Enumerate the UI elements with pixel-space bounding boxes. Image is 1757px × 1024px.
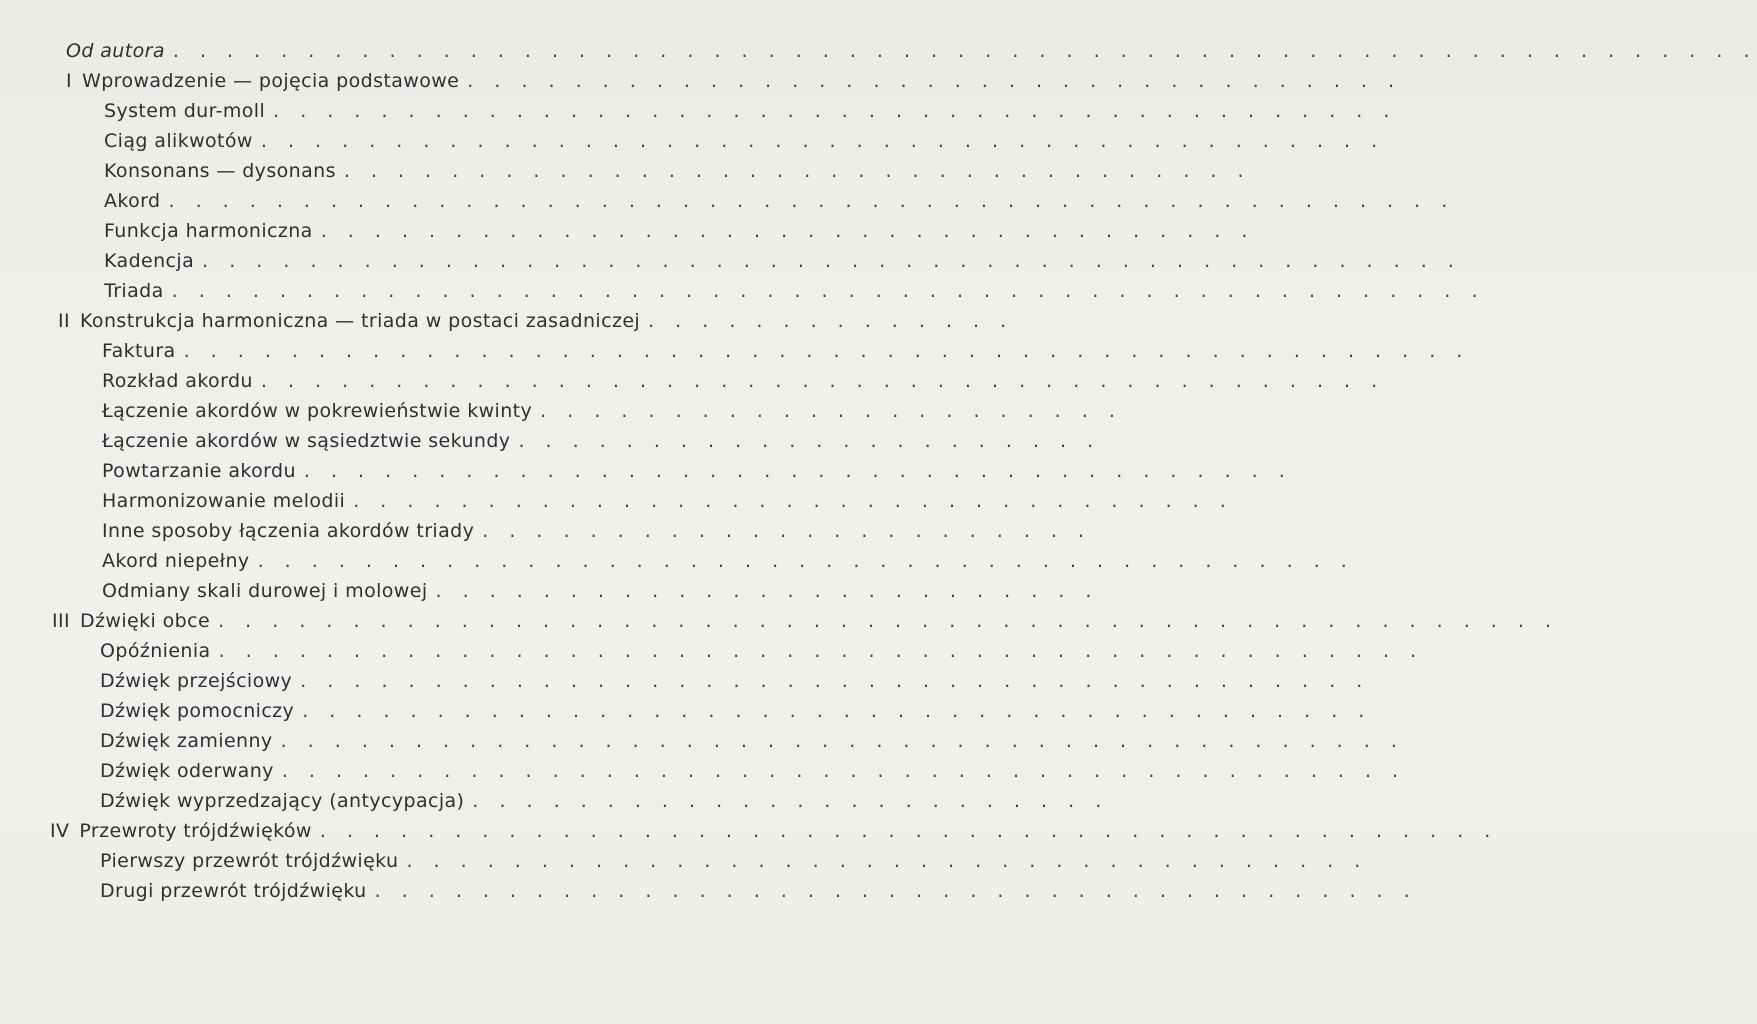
toc-entry-title: Faktura (102, 340, 176, 362)
toc-entry (0, 100, 1397, 130)
dot-leader: . . . . . . . . . . . . . . . . . . . . . . . . . . . . . . . . . . . . . . . . (300, 670, 1370, 692)
toc-entry-title: Łączenie akordów w sąsiedztwie sekundy (102, 430, 511, 452)
toc-entry (0, 880, 1418, 910)
toc-entry (0, 220, 1255, 250)
toc-entry (0, 520, 1092, 550)
dot-leader: . . . . . . . . . . . . . . (648, 310, 1014, 332)
dot-leader: . . . . . . . . . . . . . . . . . . . . . . . . . (435, 580, 1099, 602)
dot-leader: . . . . . . . . . . . . . . . . . . . . . . . . . . . . . . . . . . . . . (303, 460, 1293, 482)
dot-leader: . . . . . . . . . . . . . . . . . . . . . . . . . . . . . . . . . . . . . . . . . . (281, 760, 1406, 782)
toc-chapter (0, 310, 1014, 340)
toc-entry-title: Odmiany skali durowej i molowej (102, 580, 428, 602)
chapter-number: III (52, 610, 71, 632)
toc-entry (0, 370, 1385, 400)
toc-entry-title: Dźwięk oderwany (100, 760, 274, 782)
dot-leader: . . . . . . . . . . . . . . . . . . . . . . . . . . . . . . . . . . . . (406, 850, 1368, 872)
toc-entry-title: Harmonizowanie melodii (102, 490, 346, 512)
toc-entry-title: System dur-moll (104, 100, 266, 122)
toc-entry-title: Konstrukcja harmoniczna — triada w postaci zasadniczej (80, 310, 641, 332)
toc-entry-title: Łączenie akordów w pokrewieństwie kwinty (102, 400, 533, 422)
toc-entry (0, 160, 1252, 190)
toc-entry-title: Dźwięki obce (80, 610, 211, 632)
toc-entry (0, 580, 1099, 610)
toc-entry-title: Kadencja (104, 250, 195, 272)
dot-leader: . . . . . . . . . . . . . . . . . . . . . . . . . . . . . . . . . . . (467, 70, 1402, 92)
toc-entry (0, 730, 1405, 760)
toc-entry (0, 340, 1470, 370)
toc-entry-title: Wprowadzenie — pojęcia podstawowe (82, 70, 460, 92)
toc-entry (0, 670, 1370, 700)
dot-leader: . . . . . . . . . . . . . . . . . . . . . . . . . . . . . . . . . . . . . . . . (302, 700, 1372, 722)
dot-leader: . . . . . . . . . . . . . . . . . . . . . . . (482, 520, 1092, 542)
toc-entry-title: Dźwięk pomocniczy (100, 700, 295, 722)
toc-entry (0, 640, 1424, 670)
toc-entry-title: Funkcja harmoniczna (104, 220, 313, 242)
dot-leader: . . . . . . . . . . . . . . . . . . . . . . . . . . . . . . . . . . . . . . . . . . . . . . . . . . . . . . . . . . . (172, 40, 1757, 62)
dot-leader: . . . . . . . . . . . . . . . . . . . . . . . . . . . . . . . . . . . . . . . . . . (280, 730, 1405, 752)
toc-entry-title: Przewroty trójdźwięków (79, 820, 312, 842)
dot-leader: . . . . . . . . . . . . . . . . . . . . . . . . . . . . . . . . . . . . . . . . . . . . . . . . (183, 340, 1470, 362)
dot-leader: . . . . . . . . . . . . . . . . . . . . . . . . . . . . . . . . . . . . . . . . . . (260, 130, 1385, 152)
chapter-number: II (58, 310, 71, 332)
toc-entry (0, 130, 1385, 160)
toc-entry (0, 550, 1355, 580)
toc-entry (0, 700, 1372, 730)
toc-entry-title: Pierwszy przewrót trójdźwięku (100, 850, 399, 872)
dot-leader: . . . . . . . . . . . . . . . . . . . . . . . . . . . . . . . . . . . . . . . . . . . . . . . . . (171, 280, 1485, 302)
toc-entry (0, 760, 1406, 790)
toc-entry (0, 40, 1757, 70)
toc-chapter (0, 70, 1402, 100)
toc-entry-title: Inne sposoby łączenia akordów triady (102, 520, 475, 542)
toc-entry-title: Drugi przewrót trójdźwięku (100, 880, 367, 902)
toc-entry-title: Opóźnienia (100, 640, 211, 662)
toc-entry (0, 460, 1293, 490)
dot-leader: . . . . . . . . . . . . . . . . . . . . . . (518, 430, 1101, 452)
toc-entry (0, 790, 1109, 820)
dot-leader: . . . . . . . . . . . . . . . . . . . . . . . . . . . . . . . . . . . . . . . . . (257, 550, 1355, 572)
dot-leader: . . . . . . . . . . . . . . . . . . . . . . . . . . . . . . . . . . . . . . . . . . (260, 370, 1385, 392)
toc-entry-title: Rozkład akordu (102, 370, 253, 392)
toc-entry-title: Dźwięk zamienny (100, 730, 273, 752)
toc-entry (0, 850, 1368, 880)
toc-entry-title: Akord (104, 190, 161, 212)
chapter-number: IV (50, 820, 70, 842)
toc-entry-title: Powtarzanie akordu (102, 460, 296, 482)
toc-entry-title: Triada (104, 280, 164, 302)
toc-entry (0, 280, 1485, 310)
toc-entry (0, 400, 1123, 430)
toc-entry-title: Dźwięk wyprzedzający (antycypacja) (100, 790, 465, 812)
toc-entry (0, 490, 1234, 520)
dot-leader: . . . . . . . . . . . . . . . . . . . . . . (540, 400, 1123, 422)
toc-entry (0, 430, 1101, 460)
dot-leader: . . . . . . . . . . . . . . . . . . . . . . . . . . . . . . . . . . . . . . . . . . . . . . . . (168, 190, 1455, 212)
toc-entry-title: Dźwięk przejściowy (100, 670, 293, 692)
toc-entry-title: Konsonans — dysonans (104, 160, 336, 182)
toc-entry-title: Akord niepełny (102, 550, 250, 572)
dot-leader: . . . . . . . . . . . . . . . . . . . . . . . . . . . . . . . . . . . . . . . . . . . . (319, 820, 1498, 842)
toc-chapter (0, 820, 1498, 850)
dot-leader: . . . . . . . . . . . . . . . . . . . . . . . . . . . . . . . . . . . (320, 220, 1255, 242)
toc-entry-title: Ciąg alikwotów (104, 130, 253, 152)
toc-chapter (0, 610, 1559, 640)
toc-entry-title: Od autora (66, 40, 165, 62)
dot-leader: . . . . . . . . . . . . . . . . . . . . . . . . . . . . . . . . . . . . . . . . . . . . . . . . . . (218, 610, 1559, 632)
dot-leader: . . . . . . . . . . . . . . . . . . . . . . . . . . . . . . . . . . . . . . . . . . . . . . . (202, 250, 1462, 272)
toc-entry (0, 250, 1462, 280)
dot-leader: . . . . . . . . . . . . . . . . . . . . . . . . . . . . . . . . . . . . . . . . . . . . . (218, 640, 1424, 662)
dot-leader: . . . . . . . . . . . . . . . . . . . . . . . . (472, 790, 1109, 812)
dot-leader: . . . . . . . . . . . . . . . . . . . . . . . . . . . . . . . . . . . . . . . (374, 880, 1418, 902)
toc-entry (0, 190, 1455, 220)
chapter-number: I (66, 70, 73, 92)
dot-leader: . . . . . . . . . . . . . . . . . . . . . . . . . . . . . . . . . . . . . . . . . . (273, 100, 1397, 122)
dot-leader: . . . . . . . . . . . . . . . . . . . . . . . . . . . . . . . . . (353, 490, 1234, 512)
dot-leader: . . . . . . . . . . . . . . . . . . . . . . . . . . . . . . . . . . (343, 160, 1252, 182)
